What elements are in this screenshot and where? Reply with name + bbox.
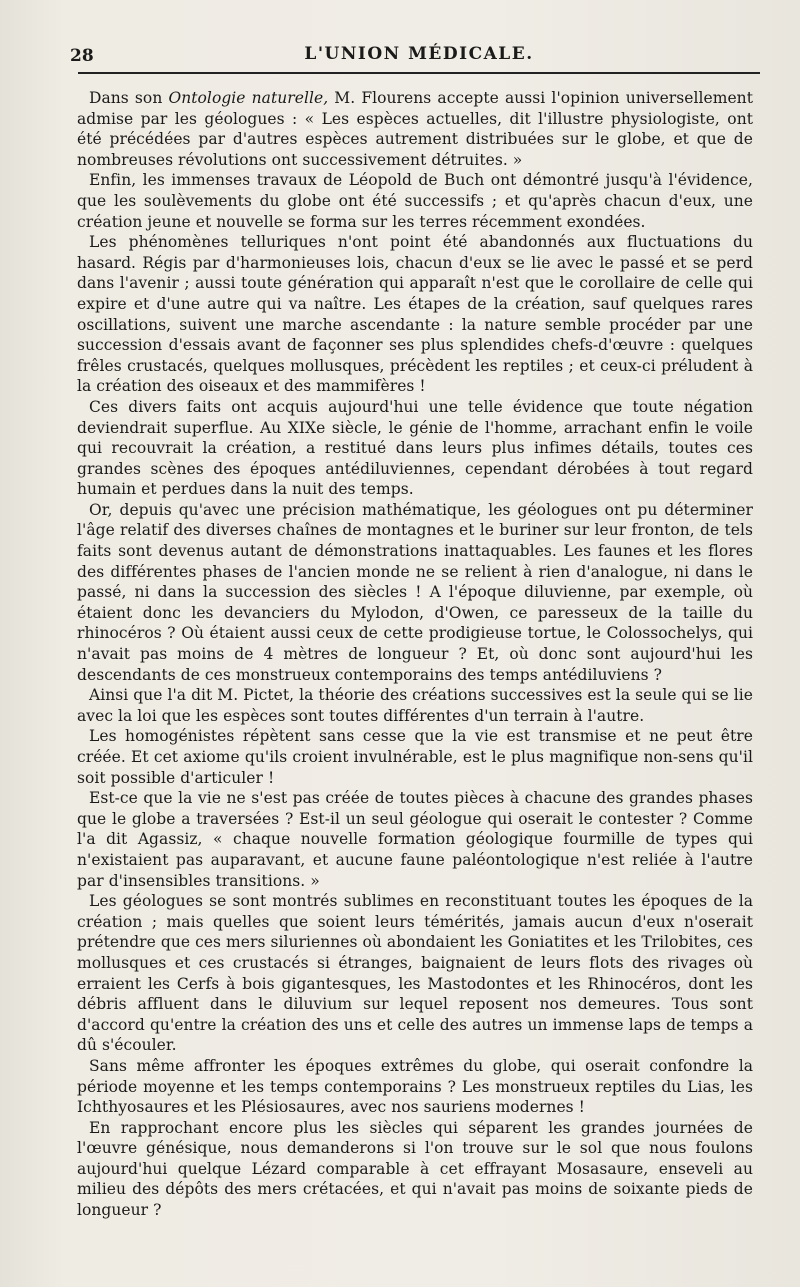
- page-number: 28: [70, 46, 94, 66]
- paragraph: Sans même affronter les époques extrêmes du globe, qui oserait confondre la période moyenne et les temps contemporains ? Les monstrueux reptiles du Lias, les Ichthyosaures et les Plésiosaures, avec nos sauriens modernes !: [77, 1056, 753, 1117]
- paragraph: Enfin, les immenses travaux de Léopold de Buch ont démontré jusqu'à l'évidence, que les soulèvements du globe ont été successifs ; et qu'après chacun d'eux, une création jeune et nouvelle se forma sur les terres récemment exondées.: [77, 171, 753, 231]
- paragraph: Dans son Ontologie naturelle, M. Flourens accepte aussi l'opinion universellement admise par les géologues : « Les espèces actuelles, dit l'illustre physiologiste, ont été précédées par d'autres espèces autrement distribuées sur le globe, et que de nombreuses révolutions ont successivement détruites. »: [77, 89, 753, 169]
- paragraph: Or, depuis qu'avec une précision mathématique, les géologues ont pu déterminer l'âge relatif des diverses chaînes de montagnes et le buriner sur leur fronton, de tels faits sont devenus autant de démonstrations inattaquables. Les faunes et les flores des différentes phases de l'ancien monde ne se relient à rien d'analogue, ni dans le passé, ni dans la succession des siècles ! A l'époque diluvienne, par exemple, où étaient donc les devanciers du Mylodon, d'Owen, ce paresseux de la taille du rhinocéros ? Où étaient aussi ceux de cette prodigieuse tortue, le Colossochelys, qui n'avait pas moins de 4 mètres de longueur ? Et, où donc sont aujourd'hui les descendants de ces monstrueux contemporains des temps antédiluviens ?: [77, 500, 753, 684]
- running-title: L'UNION MÉDICALE.: [304, 44, 534, 64]
- paragraph: Les géologues se sont montrés sublimes en reconstituant toutes les époques de la création ; mais quelles que soient leurs témérités, jamais aucun d'eux n'oserait prétendre que ces mers siluriennes où abondaient les Goniatites et les Trilobites, ces mollusques et ces crustacés si étranges, baignaient de leurs flots des rivages où erraient les Cerfs à bois gigantesques, les Mastodontes et les Rhinocéros, dont les débris affluent dans le diluvium sur lequel reposent nos demeures. Tous sont d'accord qu'entre la création des uns et celle des autres un immense laps de temps a dû s'écouler.: [77, 892, 753, 1055]
- book-title: Ontologie naturelle,: [168, 89, 329, 107]
- paragraph: En rapprochant encore plus les siècles qui séparent les grandes journées de l'œuvre génésique, nous demanderons si l'on trouve sur le sol que nous foulons aujourd'hui quelque Lézard comparable à cet effrayant Mosasaure, enseveli au milieu des dépôts des mers crétacées, et qui n'avait pas moins de soixante pieds de longueur ?: [77, 1118, 753, 1220]
- page-header: [70, 38, 760, 74]
- paragraph: Ainsi que l'a dit M. Pictet, la théorie des créations successives est la seule qui se lie avec la loi que les espèces sont toutes différentes d'un terrain à l'autre.: [77, 686, 753, 725]
- paragraph: Ces divers faits ont acquis aujourd'hui une telle évidence que toute négation deviendrait superflue. Au XIXe siècle, le génie de l'homme, arrachant enfin le voile qui recouvrait la création, a restitué dans leurs plus infimes détails, toutes ces grandes scènes des époques antédiluviennes, cependant dérobées à tout regard humain et perdues dans la nuit des temps.: [77, 397, 753, 499]
- paragraph: Les phénomènes telluriques n'ont point été abandonnés aux fluctuations du hasard. Régis par d'harmonieuses lois, chacun d'eux se lie avec le passé et se perd dans l'avenir ; aussi toute génération qui apparaît n'est que le corollaire de celle qui expire et d'une autre qui va naître. Les étapes de la création, sauf quelques rares oscillations, suivent une marche ascendante : la nature semble procéder par une succession d'essais avant de façonner ses plus splendides chefs-d'œuvre : quelques frêles crustacés, quelques mollusques, précèdent les reptiles ; et ceux-ci préludent à la création des oiseaux et des mammifères !: [77, 233, 753, 396]
- body-text: [77, 88, 753, 1221]
- paragraph: Les homogénistes répètent sans cesse que la vie est transmise et ne peut être créée. Et cet axiome qu'ils croient invulnérable, est le plus magnifique non-sens qu'il soit possible d'articuler !: [77, 727, 753, 787]
- paragraph: Est-ce que la vie ne s'est pas créée de toutes pièces à chacune des grandes phases que le globe a traversées ? Est-il un seul géologue qui oserait le contester ? Comme l'a dit Agassiz, « chaque nouvelle formation géologique fourmille de types qui n'existaient pas auparavant, et aucune faune paléontologique n'est reliée à l'autre par d'insensibles transitions. »: [77, 789, 753, 890]
